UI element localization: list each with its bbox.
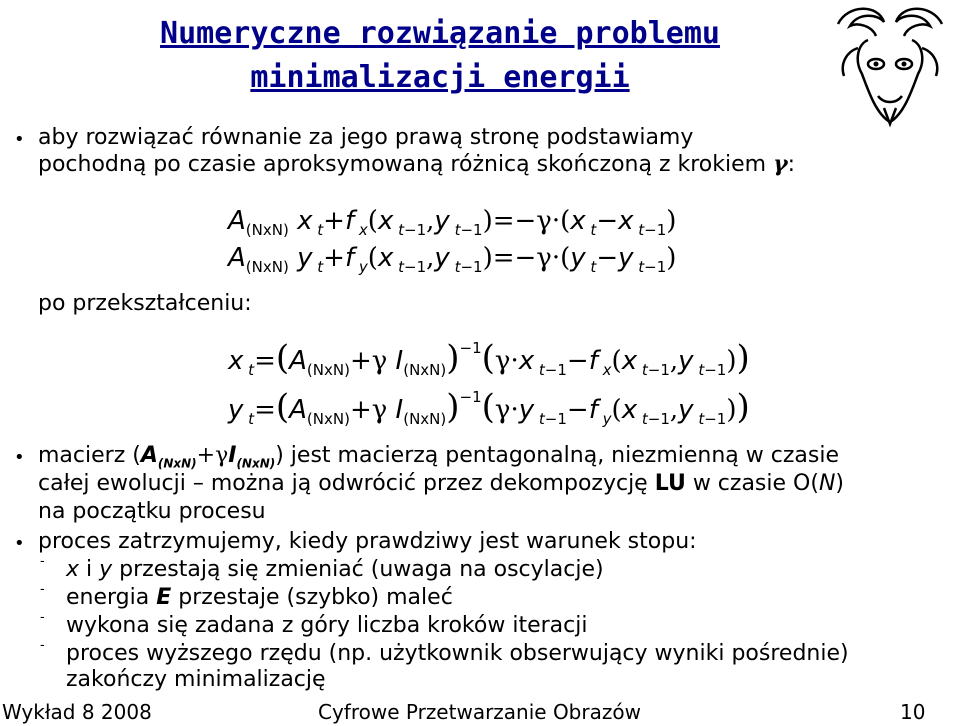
stop-item-4-line2: zakończy minimalizację (66, 667, 326, 692)
matrix-note-prefix: macierz ( (38, 443, 141, 468)
intro-line2 (38, 150, 795, 179)
stop-header: proces zatrzymujemy, kiedy prawdziwy jest warunek stopu: (38, 529, 697, 554)
stop-item-3: wykona się zadana z góry liczba kroków iteracji (66, 613, 588, 638)
dash-marker: - (40, 554, 45, 569)
matrix-note-line2-text: całej ewolucji – można ją odwrócić przez dekompozycję (38, 471, 655, 496)
stop-item-1 (66, 556, 604, 584)
gnu-head-logo-icon (828, 4, 952, 128)
equation-2: $A_{(NxN)}$ y $_t$+f $_y$(x $_{t-1}$,y $_{t-1}$)=−γ·(y $_t$−y $_{t-1}$) (228, 243, 677, 276)
footer-lecture: Wykład 8 2008 (2, 700, 152, 724)
matrix-note-line2 (38, 470, 844, 498)
matrix-plus-gamma: +γ (196, 443, 229, 468)
item1-rest: przestają się zmieniać (uwaga na oscylacje) (112, 557, 604, 582)
gamma-symbol: γ (773, 151, 788, 177)
transform-label: po przekształceniu: (38, 291, 252, 316)
equation-4: y $_t=(A_{(NxN)}+\gamma$ $I_{(NxN)})^{-1}(\gamma\cdot y$ $_{t-1}$−f $_y$(x $_{t-1}$,y $_{t-1}$)) (228, 387, 750, 428)
slide-title-line2: minimalizacji energii (250, 60, 630, 95)
matrix-I-subscript: (NxN) (236, 456, 276, 471)
intro-colon: : (787, 152, 796, 177)
stop-item-4-line1: proces wyższego rzędu (np. użytkownik obserwujący wyniki pośrednie) (66, 641, 849, 666)
slide-title-line1: Numeryczne rozwiązanie problemu (160, 16, 720, 51)
matrix-A-subscript: (NxN) (157, 456, 197, 471)
item1-mid: i (79, 557, 100, 582)
bullet-dot: • (14, 447, 25, 468)
item2-energy-E: E (156, 585, 172, 610)
item2-text-a: energia (66, 585, 157, 610)
item1-x: x (66, 557, 80, 582)
intro-line1: aby rozwiązać równanie za jego prawą stronę podstawiamy (38, 125, 694, 150)
matrix-note-suffix: ) jest macierzą pentagonalną, niezmienną w czasie (275, 443, 839, 468)
footer-course: Cyfrowe Przetwarzanie Obrazów (318, 700, 641, 724)
complexity-text: w czasie O( (685, 471, 819, 496)
stop-item-2 (66, 584, 453, 612)
matrix-I: I (228, 443, 237, 468)
item2-text-b: przestaje (szybko) maleć (171, 585, 453, 610)
lu-label: LU (654, 471, 686, 496)
complexity-n: N (818, 471, 836, 496)
bullet-dot: • (14, 129, 25, 150)
dash-marker: - (40, 638, 45, 653)
item1-y: y (99, 557, 113, 582)
matrix-A: A (140, 443, 158, 468)
dash-marker: - (40, 610, 45, 625)
bullet-dot: • (14, 533, 25, 554)
complexity-close: ) (835, 471, 844, 496)
intro-line2-text: pochodną po czasie aproksymowaną różnicą skończoną z krokiem (38, 152, 774, 177)
equation-1: $A_{(NxN)}$ x $_t$+f $_x$(x $_{t-1}$,y $_{t-1}$)=−γ·(x $_t$−x $_{t-1}$) (228, 206, 677, 239)
footer-page-number: 10 (900, 700, 926, 724)
dash-marker: - (40, 582, 45, 597)
matrix-note-line3: na początku procesu (38, 499, 266, 524)
equation-3: x $_t=(A_{(NxN)}+\gamma$ $I_{(NxN)})^{-1}(\gamma\cdot x$ $_{t-1}$−f $_x$(x $_{t-1}$,y $_{t-1}$)) (228, 338, 750, 379)
